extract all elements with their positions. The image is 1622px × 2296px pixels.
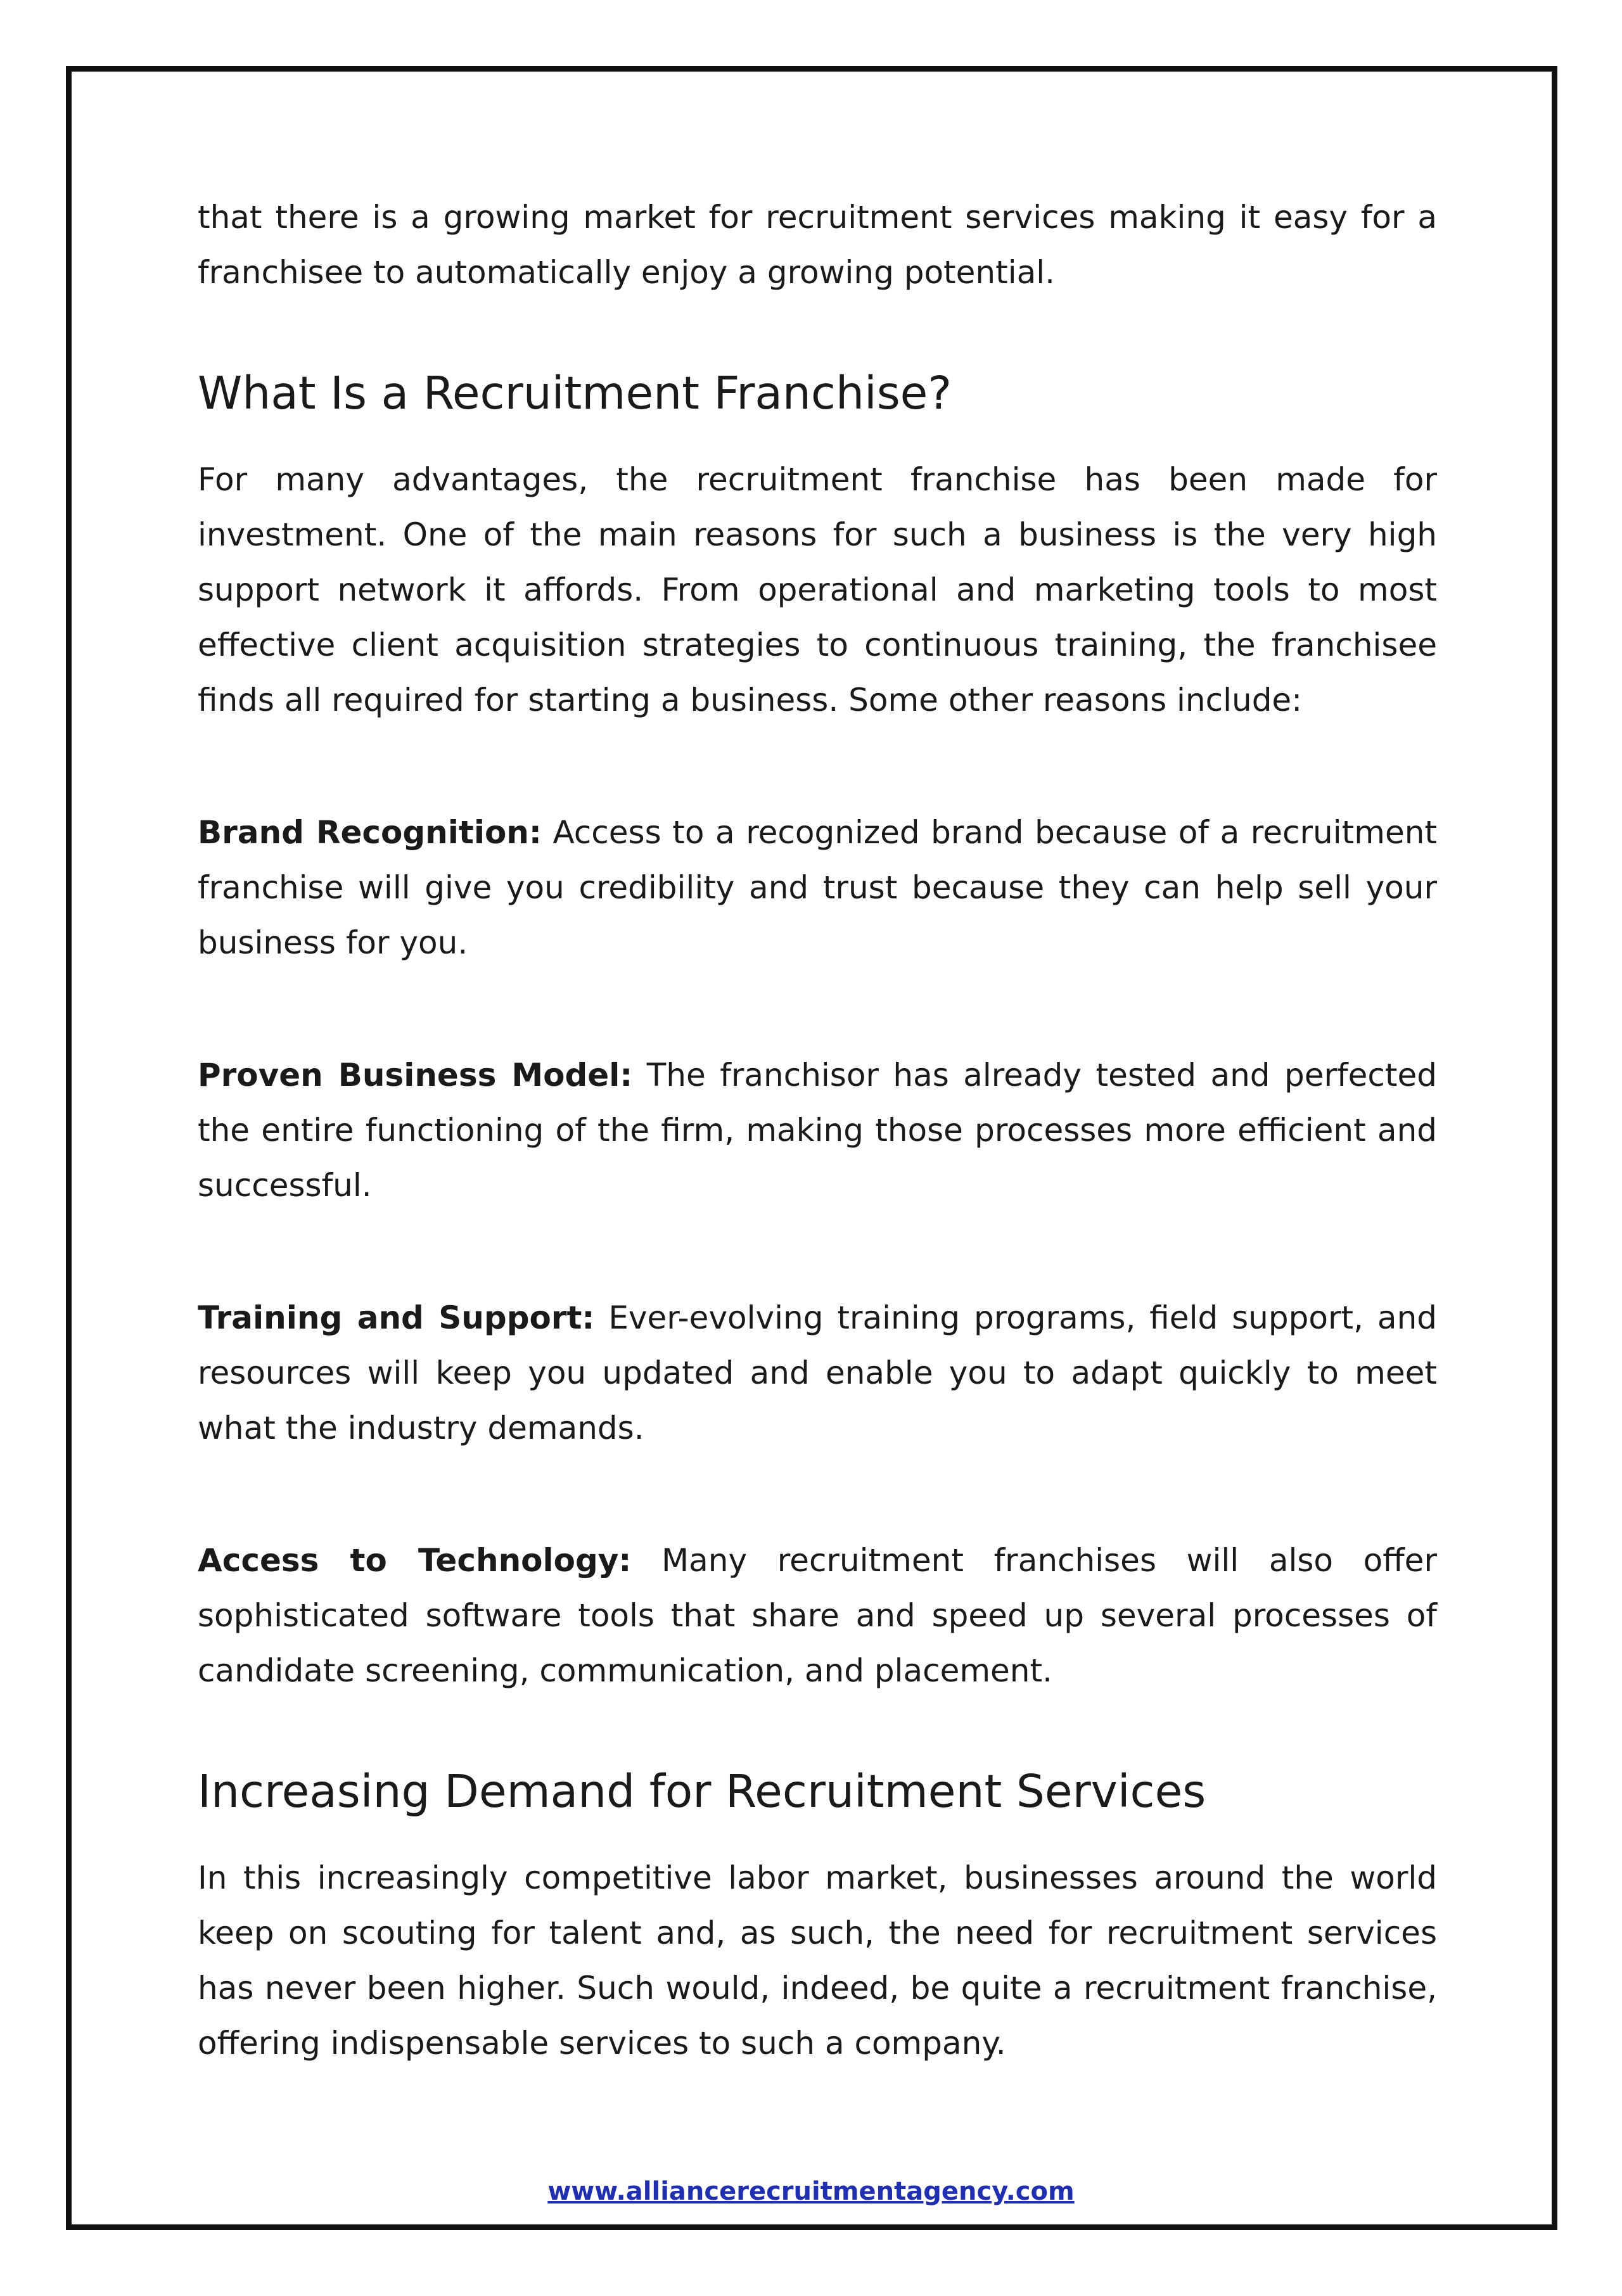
document-body xyxy=(198,190,1437,2071)
reason-label: Access to Technology: xyxy=(198,1542,632,1579)
reason-label: Training and Support: xyxy=(198,1299,595,1336)
section-paragraph-what-is: For many advantages, the recruitment franchise has been made for investment. One of the main reasons for such a business is the very high support network it affords. From operational and marketing tools to most effective client acquisition strategies to continuous training, the franchisee finds all required for starting a business. Some other reasons include: xyxy=(198,461,1437,718)
reason-training-and-support xyxy=(198,1291,1437,1456)
reason-text: The franchisor has already tested and perfected the entire functioning of the firm, making those processes more efficient and successful. xyxy=(198,1057,1437,1204)
reason-text: Many recruitment franchises will also offer sophisticated software tools that share and speed up several processes of candidate screening, communication, and placement. xyxy=(198,1542,1437,1689)
reason-text: Access to a recognized brand because of a recruitment franchise will give you credibility and trust because they can help sell your business for you. xyxy=(198,814,1438,961)
reason-proven-business-model xyxy=(198,1048,1437,1213)
section-heading-increasing-demand: Increasing Demand for Recruitment Services xyxy=(198,1765,1206,1818)
reason-text: Ever-evolving training programs, field support, and resources will keep you updated and enable you to adapt quickly to meet what the industry demands. xyxy=(198,1299,1437,1446)
reason-label: Brand Recognition: xyxy=(198,814,542,851)
reason-access-to-technology xyxy=(198,1533,1437,1699)
footer-website-link[interactable]: www.alliancerecruitmentagency.com xyxy=(547,2177,1075,2206)
section-heading-what-is: What Is a Recruitment Franchise? xyxy=(198,367,952,419)
section-paragraph-increasing-demand: In this increasingly competitive labor market, businesses around the world keep on scouting for talent and, as such, the need for recruitment services has never been higher. Such would, indeed, be quite a recruitment franchise, offering indispensable services to such a company. xyxy=(198,1859,1437,2062)
intro-paragraph: that there is a growing market for recruitment services making it easy for a franchisee to automatically enjoy a growing potential. xyxy=(198,199,1437,291)
reason-label: Proven Business Model: xyxy=(198,1057,633,1094)
reason-brand-recognition xyxy=(198,805,1437,971)
